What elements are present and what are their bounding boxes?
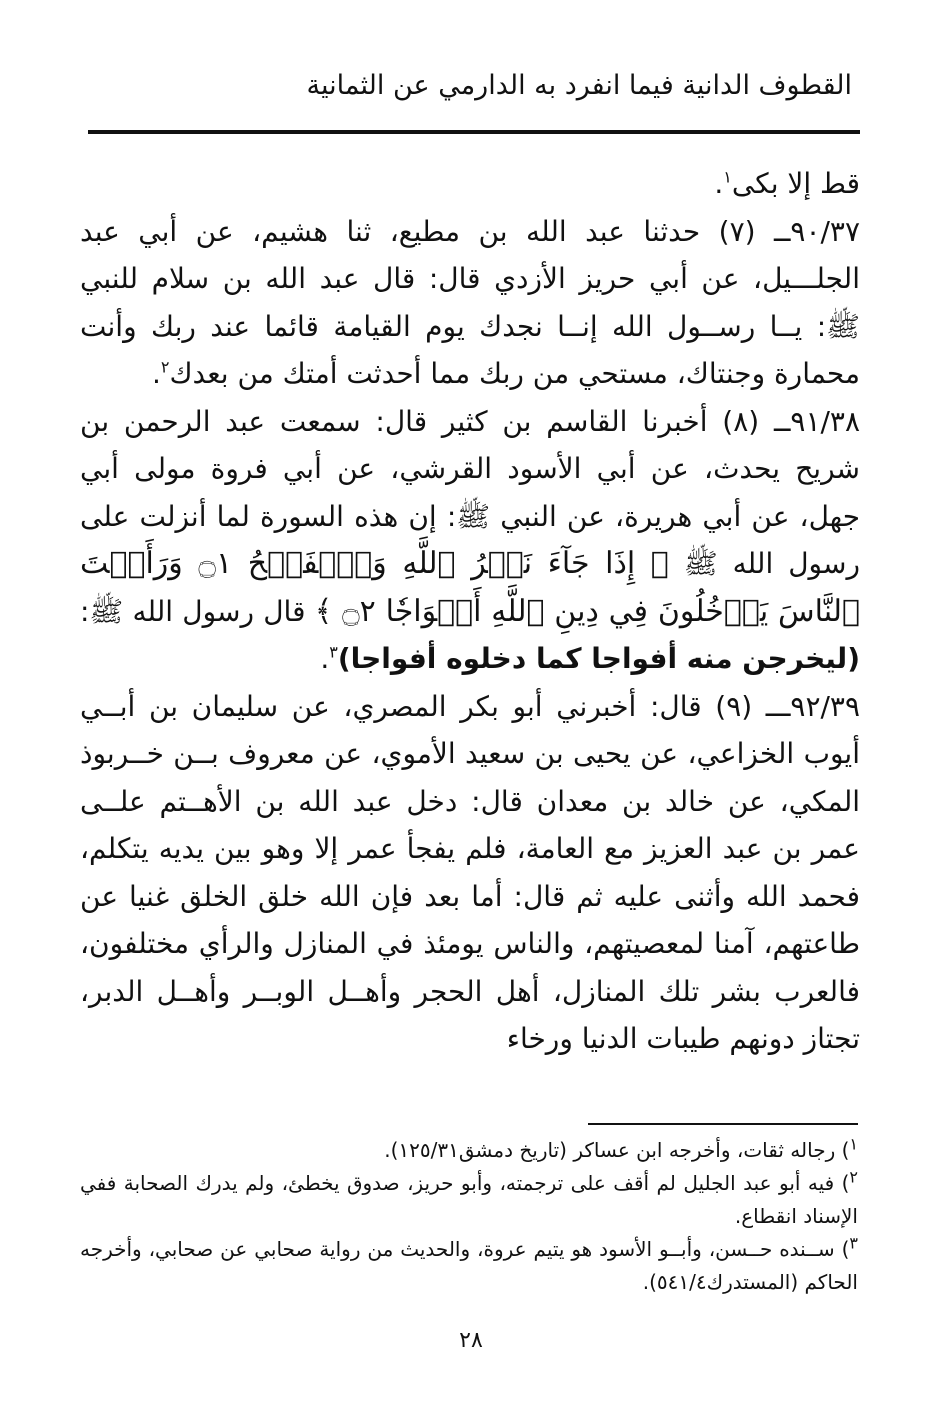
hadith-92 <box>80 683 860 1063</box>
running-header: القطوف الدانية فيما انفرد به الدارمي عن الثمانية <box>306 70 852 101</box>
hadith-90: ٩٠/٣٧ــ (٧) حدثنا عبد الله بن مطيع، ثنا هشيم، عن أبي عبد الجلـــيل، عن أبي حريز الأزدي قال: قال عبد الله بن سلام للنبي ﷺ: يــا رســول الله إنــا نجدك يوم القيامة قائما عند ربك وأنت محمارة وجنتاك، مستحي من ربك مما أحدثت أمتك من بعدك$^٢$. <box>80 214 861 390</box>
page-number: ٢٨ <box>459 1328 483 1353</box>
footnote-text: رجاله ثقات، وأخرجه ابن عساكر (تاريخ دمشق١٢٥/٣١). <box>384 1138 836 1162</box>
footnote-ref-2[interactable]: ٢ <box>160 357 170 377</box>
hadith-91-said: قال رسول الله ﷺ: <box>80 594 306 628</box>
intro-text: قط إلا بكى <box>731 167 860 200</box>
footnote-marker: ١ <box>849 1134 858 1154</box>
hadith-90-text: ٩٠/٣٧ــ (٧) حدثنا عبد الله بن مطيع، ثنا هشيم، عن أبي عبد الجلـــيل، عن أبي حريز الأزدي قال: قال عبد الله بن سلام للنبي ﷺ: يــا رســول الله إنــا نجدك يوم القيامة قائما عند ربك وأنت محمارة وجنتاك، مستحي من ربك مما أحدثت أمتك من بعدك <box>80 214 861 390</box>
footnotes <box>80 1134 858 1299</box>
footnote-text: فيه أبو عبد الجليل لم أقف على ترجمته، وأبو حريز، صدوق يخطئ، ولم يدرك الصحابة ففي الإسناد انقطاع. <box>80 1171 858 1228</box>
footnote-ref-1[interactable]: ١ <box>723 167 732 187</box>
footnote-text: ســنده حــسن، وأبــو الأسود هو يتيم عروة، والحديث من رواية صحابي عن صحابي، وأخرجه الحاكم (المستدرك٥٤١/٤). <box>80 1237 858 1294</box>
footnote-marker: ٢ <box>849 1167 858 1187</box>
footnote-3: $^٣$) ســنده حــسن، وأبــو الأسود هو يتيم عروة، والحديث من رواية صحابي عن صحابي، وأخرجه الحاكم (المستدرك٥٤١/٤). <box>80 1233 858 1294</box>
hadith-91-quote: (ليخرجن منه أفواجا كما دخلوه أفواجا) <box>337 642 860 675</box>
hadith-91-text: ٩١/٣٨ــ (٨) أخبرنا القاسم بن كثير قال: سمعت عبد الرحمن بن شريح يحدث، عن أبي الأسود القرشي، عن أبي فروة مولى أبي جهل، عن أبي هريرة، عن النبي ﷺ: إن هذه السورة لما أنزلت على رسول الله ﷺ <box>80 404 861 580</box>
footnote-divider <box>588 1123 858 1125</box>
hadith-92-text: ٩٢/٣٩ـــ (٩) قال: أخبرني أبو بكر المصري، عن سليمان بن أبــي أيوب الخزاعي، عن يحيى بن سعيد الأموي، عن معروف بــن خــربوذ المكي، عن خالد بن معدان قال: دخل عبد الله بن الأهــتم علــى عمر بن عبد العزيز مع العامة، فلم يفجأ عمر إلا وهو بين يديه يتكلم، فحمد الله وأثنى عليه ثم قال: أما بعد فإن الله خلق الخلق غنيا عن طاعتهم، آمنا لمعصيتهم، والناس يومئذ في المنازل والرأي مختلفون، فالعرب بشر تلك المنازل، أهل الحجر وأهــل الوبــر وأهــل الدبر، تجتاز دونهم طيبات الدنيا ورخاء <box>80 689 861 1055</box>
footnote-2: $^٢$) فيه أبو عبد الجليل لم أقف على ترجمته، وأبو حريز، صدوق يخطئ، ولم يدرك الصحابة ففي الإسناد انقطاع. <box>80 1167 858 1228</box>
main-text <box>80 160 860 1063</box>
quran-verse: ﴿ إِذَا جَآءَ نَصۡرُ ٱللَّهِ وَٱلۡفَتۡحُ ۝١ وَرَأَيۡتَ ٱلنَّاسَ يَدۡخُلُونَ فِي دِينِ ٱللَّهِ أَفۡوَاجٗا ۝٢ ﴾ <box>80 546 860 629</box>
footnote-1: $^١$) رجاله ثقات، وأخرجه ابن عساكر (تاريخ دمشق١٢٥/٣١). <box>384 1134 858 1162</box>
footnote-ref-3[interactable]: ٣ <box>329 642 338 662</box>
header-divider <box>88 130 860 134</box>
hadith-91: ٩١/٣٨ــ (٨) أخبرنا القاسم بن كثير قال: سمعت عبد الرحمن بن شريح يحدث، عن أبي الأسود القرشي، عن أبي فروة مولى أبي جهل، عن أبي هريرة، عن النبي ﷺ: إن هذه السورة لما أنزلت على رسول الله ﷺ ﴿ إِذَا جَآءَ نَصۡرُ ٱللَّهِ وَٱلۡفَتۡحُ ۝١ وَرَأَيۡتَ ٱلنَّاسَ يَدۡخُلُونَ فِي دِينِ ٱللَّهِ أَفۡوَاجٗا ۝٢ ﴾ قال رسول الله ﷺ: (ليخرجن منه أفواجا كما دخلوه أفواجا)$^٣$. <box>80 404 861 675</box>
footnote-marker: ٣ <box>849 1233 858 1253</box>
paragraph-intro: قط إلا بكى$^١$. <box>714 167 860 200</box>
